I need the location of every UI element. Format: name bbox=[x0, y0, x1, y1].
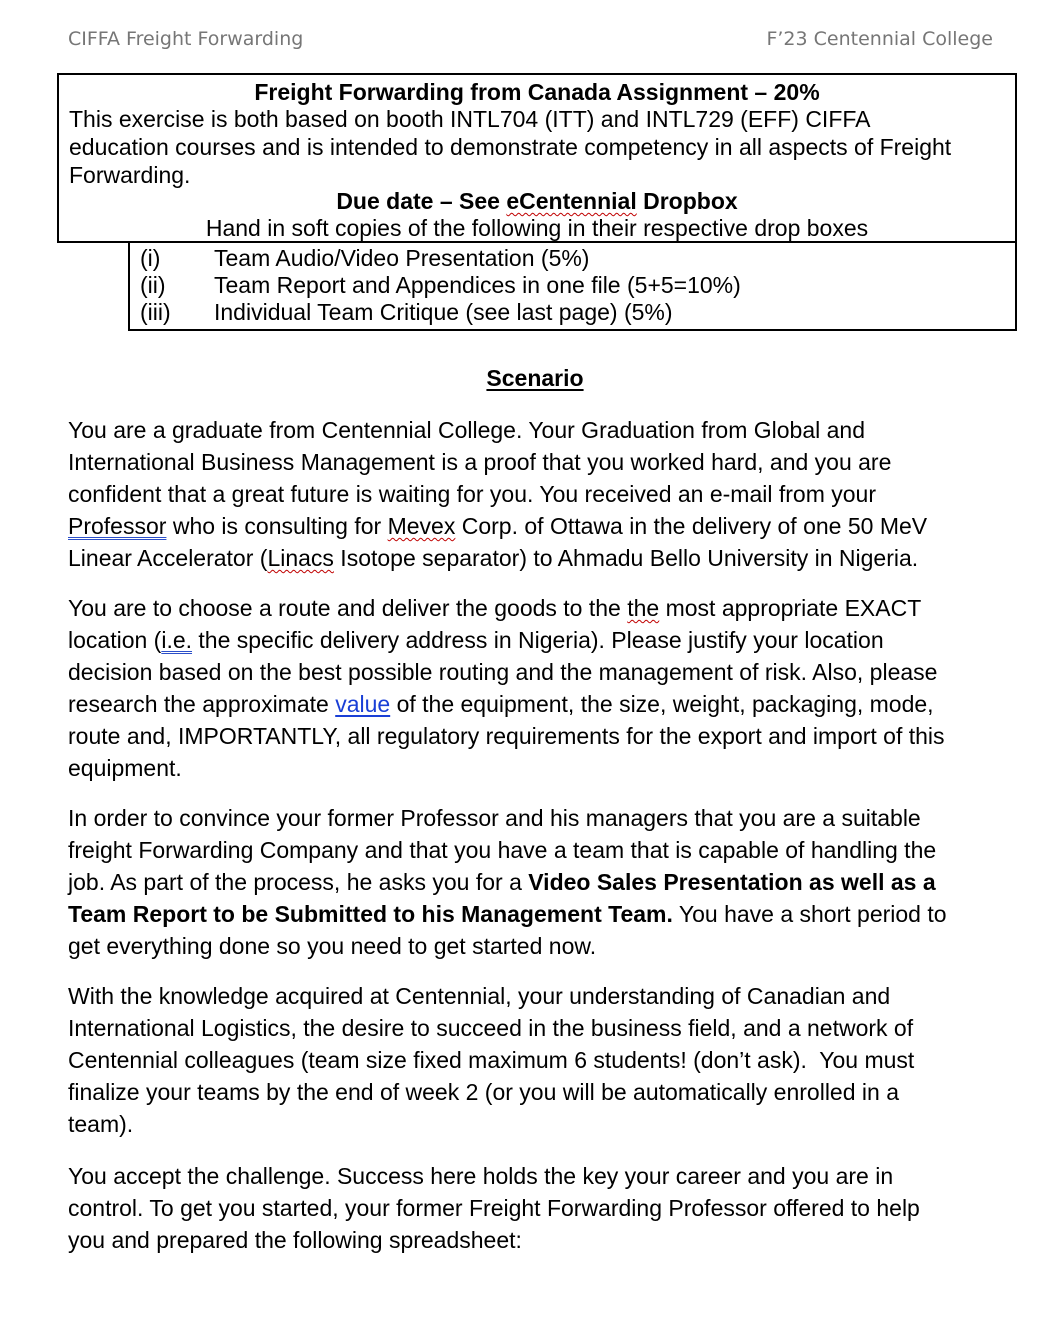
assignment-line-1: This exercise is both based on booth INTL704 (ITT) and INTL729 (EFF) CIFFA bbox=[69, 106, 871, 132]
p1-line-2: International Business Management is a proof that you worked hard, and you are bbox=[68, 449, 892, 475]
p3-l4-bold: Team Report to be Submitted to his Management Team. bbox=[68, 901, 673, 927]
scenario-heading: Scenario bbox=[486, 365, 584, 391]
paragraph-5 bbox=[68, 1160, 1008, 1256]
hand-in-instructions: Hand in soft copies of the following in their respective drop boxes bbox=[205, 215, 869, 241]
deliverable-text: Team Audio/Video Presentation (5%) bbox=[214, 245, 590, 271]
p4-line-2: International Logistics, the desire to succeed in the business field, and a network of bbox=[68, 1015, 914, 1041]
p2-l4-a: research the approximate bbox=[68, 691, 336, 717]
due-date bbox=[59, 187, 1015, 215]
assignment-line-3: Forwarding. bbox=[69, 162, 191, 188]
header-right: F’23 Centennial College bbox=[766, 28, 993, 50]
p2-line-5: route and, IMPORTANTLY, all regulatory requirements for the export and import of this bbox=[68, 723, 945, 749]
p1-line-1: You are a graduate from Centennial College. Your Graduation from Global and bbox=[68, 417, 866, 443]
p1-l4-end: Corp. of Ottawa in the delivery of one 50 MeV bbox=[455, 513, 928, 539]
due-suffix: Dropbox bbox=[636, 188, 738, 214]
paragraph-4 bbox=[68, 980, 1008, 1140]
deliverable-item bbox=[140, 299, 673, 326]
p4-line-4: finalize your teams by the end of week 2 (or you will be automatically enrolled in a bbox=[68, 1079, 899, 1105]
p3-line-3 bbox=[68, 866, 1008, 898]
deliverables-box bbox=[128, 241, 1017, 331]
p1-professor: Professor bbox=[68, 513, 167, 539]
p2-l4-b: of the equipment, the size, weight, packaging, mode, bbox=[390, 691, 934, 717]
deliverable-num: (iii) bbox=[140, 299, 171, 325]
p1-l5-a: Linear Accelerator ( bbox=[68, 545, 268, 571]
deliverable-text: Individual Team Critique (see last page) (5%) bbox=[214, 299, 673, 325]
p2-l1-b: most appropriate EXACT bbox=[659, 595, 922, 621]
p1-l5-b: Isotope separator) to Ahmadu Bello University in Nigeria. bbox=[333, 545, 919, 571]
p5-line-2: control. To get you started, your former Freight Forwarding Professor offered to help bbox=[68, 1195, 920, 1221]
p2-ie: i.e. bbox=[161, 627, 193, 653]
p3-line-4 bbox=[68, 898, 1008, 930]
due-prefix: Due date – See bbox=[336, 188, 507, 214]
assignment-line-2: education courses and is intended to demonstrate competency in all aspects of Freight bbox=[69, 134, 952, 160]
p1-l4-mid: who is consulting for bbox=[166, 513, 388, 539]
p4-line-3: Centennial colleagues (team size fixed maximum 6 students! (don’t ask). You must bbox=[68, 1047, 915, 1073]
due-ecentennial: eCentennial bbox=[506, 188, 637, 214]
header-left: CIFFA Freight Forwarding bbox=[68, 28, 304, 50]
value-link[interactable]: value bbox=[335, 691, 391, 717]
p3-line-5: get everything done so you need to get started now. bbox=[68, 933, 597, 959]
paragraph-2 bbox=[68, 592, 1008, 784]
p5-line-1: You accept the challenge. Success here holds the key your career and you are in bbox=[68, 1163, 894, 1189]
p2-l2-a: location ( bbox=[68, 627, 162, 653]
p1-mevex: Mevex bbox=[387, 513, 456, 539]
deliverable-num: (ii) bbox=[140, 272, 166, 298]
p2-line-3: decision based on the best possible routing and the management of risk. Also, please bbox=[68, 659, 938, 685]
deliverable-num: (i) bbox=[140, 245, 161, 271]
p3-line-2: freight Forwarding Company and that you have a team that is capable of handling the bbox=[68, 837, 937, 863]
assignment-title: Freight Forwarding from Canada Assignment – 20% bbox=[254, 79, 820, 105]
p1-linacs: Linacs bbox=[267, 545, 334, 571]
deliverable-item bbox=[140, 272, 741, 299]
p2-line-2 bbox=[68, 624, 1008, 656]
p3-l3-bold: Video Sales Presentation as well as a bbox=[528, 869, 936, 895]
assignment-box bbox=[57, 73, 1017, 243]
p5-line-3: you and prepared the following spreadsheet: bbox=[68, 1227, 522, 1253]
p2-l2-b: the specific delivery address in Nigeria). Please justify your location bbox=[192, 627, 884, 653]
p3-line-1: In order to convince your former Professor and his managers that you are a suitable bbox=[68, 805, 921, 831]
p2-line-1 bbox=[68, 592, 1008, 624]
p2-line-6: equipment. bbox=[68, 755, 182, 781]
p1-line-3: confident that a great future is waiting for you. You received an e-mail from your bbox=[68, 481, 876, 507]
assignment-description bbox=[69, 105, 1009, 189]
p4-line-1: With the knowledge acquired at Centennial, your understanding of Canadian and bbox=[68, 983, 891, 1009]
p2-line-4 bbox=[68, 688, 1008, 720]
paragraph-1 bbox=[68, 414, 1008, 574]
p2-the: the bbox=[627, 595, 660, 621]
deliverable-item bbox=[140, 245, 589, 272]
p1-line-4 bbox=[68, 510, 1008, 542]
p3-l4-b: You have a short period to bbox=[672, 901, 947, 927]
p4-line-5: team). bbox=[68, 1111, 134, 1137]
paragraph-3 bbox=[68, 802, 1008, 962]
p1-line-5 bbox=[68, 542, 1008, 574]
deliverable-text: Team Report and Appendices in one file (5+5=10%) bbox=[214, 272, 741, 298]
p3-l3-a: job. As part of the process, he asks you for a bbox=[68, 869, 529, 895]
p2-l1-a: You are to choose a route and deliver the goods to the bbox=[68, 595, 628, 621]
